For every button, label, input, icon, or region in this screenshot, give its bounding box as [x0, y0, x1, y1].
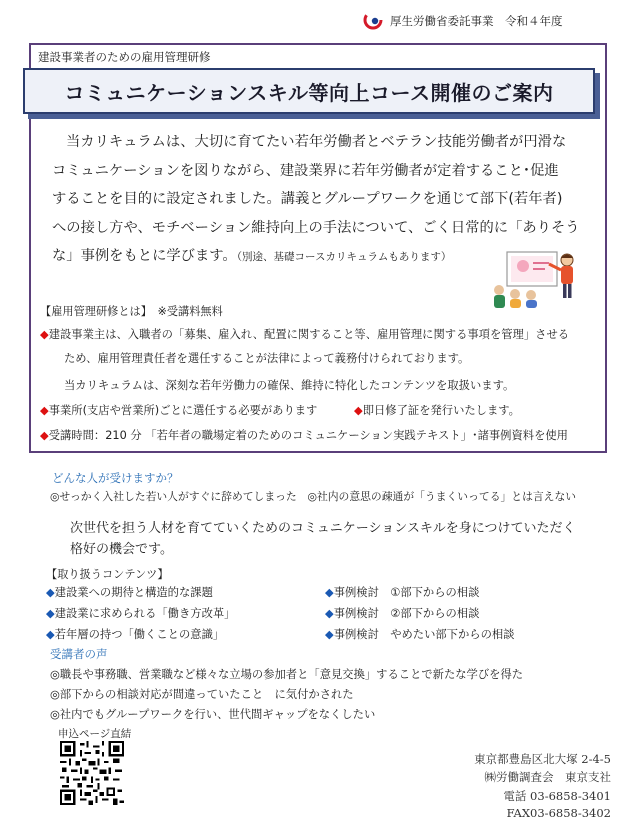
training-item: ◆受講時間：210 分 「若年者の職場定着のためのコミュニケーション実践テキスト」･諸事例資料を使用 — [40, 429, 568, 442]
content-item: ◆建設業への期待と構造的な課題 — [46, 586, 213, 599]
content-item: ◆事例検討 ①部下からの相談 — [325, 586, 480, 599]
voice-item: ◎社内でもグループワークを行い、世代間ギャップをなくしたい — [50, 708, 376, 721]
address-line: FAX03-6858-3402 — [506, 806, 611, 820]
blue-diamond-icon: ◆ — [46, 628, 55, 641]
content-item: ◆事例検討 ②部下からの相談 — [325, 607, 480, 620]
blue-diamond-icon: ◆ — [46, 586, 55, 599]
content-item: ◆若年層の持つ「働くことの意識」 — [46, 628, 225, 641]
contents-heading: 【取り扱うコンテンツ】 — [46, 568, 169, 581]
title-banner — [23, 68, 595, 114]
intro-line: コミュニケーションを図りながら、建設業界に若年労働者が定着すること･促進 — [52, 162, 559, 179]
blue-diamond-icon: ◆ — [46, 607, 55, 620]
opportunity-line: 格好の機会です。 — [70, 542, 173, 557]
kicker-text: 建設事業者のための雇用管理研修 — [38, 50, 211, 64]
voice-item: ◎職長や事務職、営業職など様々な立場の参加者と「意見交換」することで新たな学びを得た — [50, 668, 524, 681]
apply-label: 申込ページ直結 — [58, 728, 132, 740]
address-line: 東京都豊島区北大塚 2-4-5 — [474, 752, 611, 766]
training-item: ◆建設事業主は、入職者の「募集、雇入れ、配置に関すること等、雇用管理に関する事項を管理」させる — [40, 328, 570, 341]
header-org-line: 厚生労働省委託事業 令和４年度 — [390, 14, 563, 28]
voices-heading: 受講者の声 — [50, 647, 108, 661]
intro-line: することを目的に設定されました。講義とグループワークを通じて部下(若年者) — [52, 191, 563, 207]
intro-line: な」事例をもとに学びます。 — [52, 248, 237, 264]
presenter-illustration-icon — [493, 250, 589, 308]
training-item: ◆即日修了証を発行いたします。 — [354, 404, 520, 417]
red-diamond-icon: ◆ — [40, 429, 49, 442]
intro-note: （別途、基礎コースカリキュラムもあります） — [236, 251, 452, 263]
training-heading: 【雇用管理研修とは】 ※受講料無料 — [40, 305, 223, 318]
red-diamond-icon: ◆ — [40, 404, 49, 417]
intro-line: への接し方や、モチベーション維持向上の手法について、ごく日常的に「ありそう — [52, 219, 580, 236]
voice-item: ◎部下からの相談対応が間違っていたこと に気付かされた — [50, 688, 354, 701]
blue-diamond-icon: ◆ — [325, 586, 334, 599]
training-item: ◆事業所(支店や営業所)ごとに選任する必要があります — [40, 404, 318, 417]
qr-code-icon[interactable] — [60, 741, 124, 805]
red-diamond-icon: ◆ — [354, 404, 363, 417]
content-item: ◆事例検討 やめたい部下からの相談 — [325, 628, 515, 641]
who-line: ◎せっかく入社した若い人がすぐに辞めてしまった ◎社内の意思の疎通が「うまくいってる」とは言えない — [50, 490, 577, 503]
opportunity-line: 次世代を担う人材を育てていくためのコミュニケーションスキルを身につけていただく — [70, 521, 576, 536]
who-heading: どんな人が受けますか？ — [52, 471, 179, 485]
training-item-cont: ため、雇用管理責任者を選任することが法律によって義務付けられております。 — [64, 352, 470, 365]
red-diamond-icon: ◆ — [40, 328, 49, 341]
blue-diamond-icon: ◆ — [325, 607, 334, 620]
intro-line: 当カリキュラムは、大切に育てたい若年労働者とベテラン技能労働者が円滑な — [66, 134, 567, 150]
content-item: ◆建設業に求められる「働き方改革」 — [46, 607, 236, 620]
training-item-cont: 当カリキュラムは、深刻な若年労働力の確保、維持に特化したコンテンツを取扱います。 — [64, 379, 515, 392]
address-line: ㈱労働調査会 東京支社 — [484, 770, 611, 784]
address-line: 電話 03-6858-3401 — [503, 789, 611, 803]
blue-diamond-icon: ◆ — [325, 628, 334, 641]
page-title: コミュニケーションスキル等向上コース開催のご案内 — [64, 80, 554, 105]
ministry-logo-icon — [363, 10, 383, 30]
